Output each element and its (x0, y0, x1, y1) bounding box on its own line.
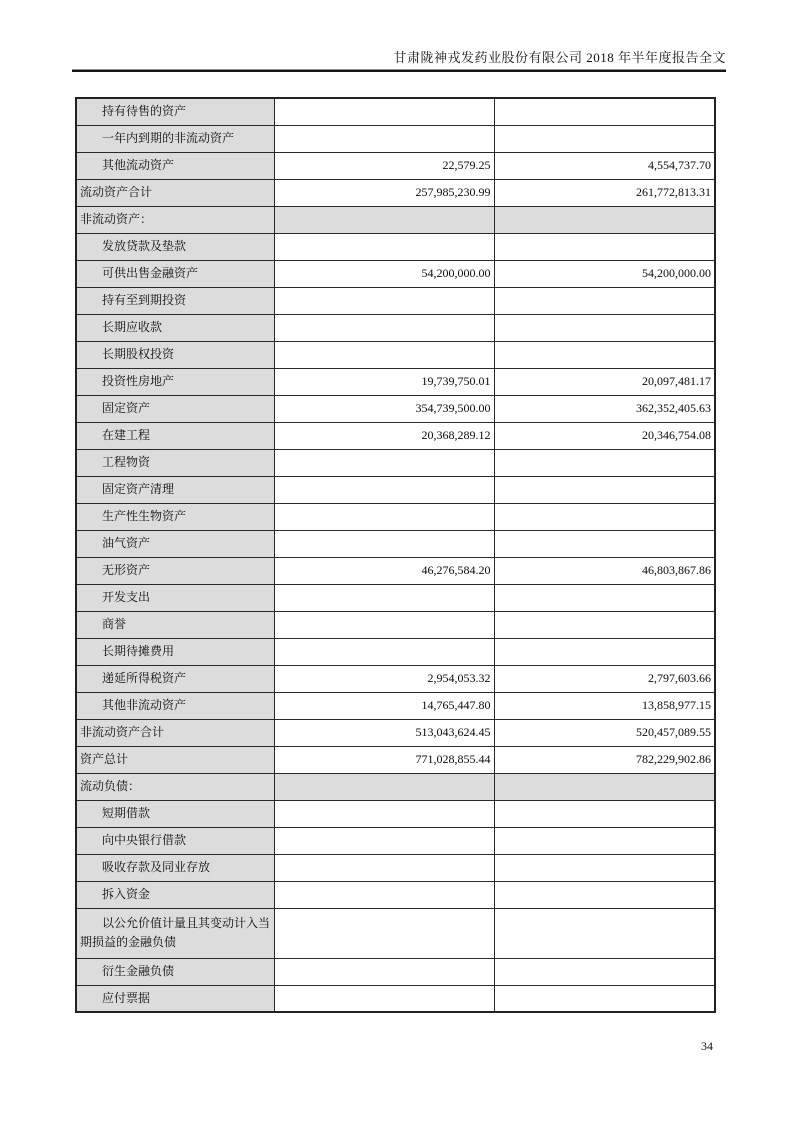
row-label-cell: 长期待摊费用 (76, 638, 274, 665)
header-divider-rule (72, 69, 726, 72)
report-header-title: 甘肃陇神戎发药业股份有限公司 2018 年半年度报告全文 (393, 50, 726, 65)
row-label-cell: 发放贷款及垫款 (76, 233, 274, 260)
row-value-prior-cell (494, 773, 715, 800)
row-value-prior-cell (494, 233, 715, 260)
row-value-current-cell (274, 958, 494, 985)
row-value-current-cell (274, 98, 494, 125)
table-row (76, 530, 715, 557)
row-value-current-cell (274, 908, 494, 958)
row-label-cell: 持有待售的资产 (76, 98, 274, 125)
row-value-current-cell (274, 503, 494, 530)
row-label-cell: 在建工程 (76, 422, 274, 449)
row-value-prior-cell (494, 206, 715, 233)
page-number: 34 (701, 1039, 713, 1053)
row-label-cell: 应付票据 (76, 985, 274, 1012)
table-row (76, 503, 715, 530)
row-value-current-cell (274, 985, 494, 1012)
table-row (76, 584, 715, 611)
row-value-prior-cell (494, 476, 715, 503)
table-row (76, 260, 715, 287)
table-row (76, 665, 715, 692)
row-value-prior-cell (494, 958, 715, 985)
row-label-cell: 固定资产 (76, 395, 274, 422)
row-value-prior-cell (494, 881, 715, 908)
table-row (76, 557, 715, 584)
row-value-prior-cell (494, 287, 715, 314)
row-label-cell: 一年内到期的非流动资产 (76, 125, 274, 152)
row-label-cell: 吸收存款及同业存放 (76, 854, 274, 881)
row-value-current-cell (274, 881, 494, 908)
row-value-current-cell (274, 476, 494, 503)
row-value-current-cell (274, 206, 494, 233)
row-value-current-cell: 54,200,000.00 (274, 260, 494, 287)
row-value-prior-cell: 46,803,867.86 (494, 557, 715, 584)
row-value-current-cell: 22,579.25 (274, 152, 494, 179)
row-label-cell: 向中央银行借款 (76, 827, 274, 854)
row-label-cell: 递延所得税资产 (76, 665, 274, 692)
row-value-prior-cell: 20,346,754.08 (494, 422, 715, 449)
balance-sheet-table (75, 97, 716, 1013)
table-row (76, 854, 715, 881)
row-label-cell: 无形资产 (76, 557, 274, 584)
row-value-current-cell (274, 800, 494, 827)
table-row (76, 206, 715, 233)
table-row (76, 98, 715, 125)
row-value-current-cell: 257,985,230.99 (274, 179, 494, 206)
row-label-cell: 短期借款 (76, 800, 274, 827)
table-row (76, 287, 715, 314)
row-label-cell: 流动负债： (76, 773, 274, 800)
table-row (76, 800, 715, 827)
row-label-cell: 非流动资产合计 (76, 719, 274, 746)
row-value-prior-cell: 520,457,089.55 (494, 719, 715, 746)
row-label-cell: 长期股权投资 (76, 341, 274, 368)
row-value-prior-cell (494, 503, 715, 530)
row-value-prior-cell (494, 314, 715, 341)
table-row (76, 719, 715, 746)
table-row (76, 152, 715, 179)
row-label-cell: 可供出售金融资产 (76, 260, 274, 287)
row-value-current-cell: 2,954,053.32 (274, 665, 494, 692)
table-row (76, 985, 715, 1012)
table-row (76, 341, 715, 368)
row-value-current-cell (274, 341, 494, 368)
row-label-cell: 投资性房地产 (76, 368, 274, 395)
table-row (76, 476, 715, 503)
table-row (76, 314, 715, 341)
table-row (76, 746, 715, 773)
table-row (76, 611, 715, 638)
row-value-current-cell (274, 314, 494, 341)
table-row (76, 368, 715, 395)
row-label-cell: 其他流动资产 (76, 152, 274, 179)
table-row (76, 638, 715, 665)
row-value-prior-cell (494, 638, 715, 665)
table-row (76, 395, 715, 422)
table-row (76, 233, 715, 260)
row-value-current-cell: 20,368,289.12 (274, 422, 494, 449)
row-label-cell: 流动资产合计 (76, 179, 274, 206)
row-value-prior-cell: 4,554,737.70 (494, 152, 715, 179)
row-value-prior-cell: 13,858,977.15 (494, 692, 715, 719)
table-row (76, 125, 715, 152)
row-value-prior-cell (494, 449, 715, 476)
table-row (76, 881, 715, 908)
row-value-current-cell (274, 611, 494, 638)
row-value-prior-cell (494, 827, 715, 854)
row-value-current-cell (274, 773, 494, 800)
row-label-cell: 长期应收款 (76, 314, 274, 341)
row-value-current-cell (274, 233, 494, 260)
table-row (76, 692, 715, 719)
row-value-prior-cell (494, 611, 715, 638)
row-value-current-cell (274, 584, 494, 611)
row-value-prior-cell (494, 98, 715, 125)
row-label-cell: 固定资产清理 (76, 476, 274, 503)
row-label-cell: 商誉 (76, 611, 274, 638)
table-row (76, 958, 715, 985)
row-value-prior-cell (494, 908, 715, 958)
row-value-current-cell: 46,276,584.20 (274, 557, 494, 584)
row-value-current-cell (274, 530, 494, 557)
row-value-current-cell (274, 827, 494, 854)
table-row (76, 827, 715, 854)
row-value-prior-cell: 362,352,405.63 (494, 395, 715, 422)
row-value-current-cell (274, 854, 494, 881)
row-label-cell: 以公允价值计量且其变动计入当期损益的金融负债 (76, 908, 274, 958)
row-value-current-cell (274, 287, 494, 314)
row-value-current-cell: 513,043,624.45 (274, 719, 494, 746)
table-row (76, 422, 715, 449)
row-value-current-cell (274, 449, 494, 476)
row-label-cell: 工程物资 (76, 449, 274, 476)
row-value-prior-cell (494, 854, 715, 881)
row-value-current-cell: 771,028,855.44 (274, 746, 494, 773)
row-label-cell: 其他非流动资产 (76, 692, 274, 719)
row-value-current-cell: 14,765,447.80 (274, 692, 494, 719)
row-value-prior-cell: 2,797,603.66 (494, 665, 715, 692)
row-value-prior-cell (494, 985, 715, 1012)
row-value-prior-cell: 782,229,902.86 (494, 746, 715, 773)
balance-sheet-body (76, 98, 715, 1012)
row-value-prior-cell (494, 530, 715, 557)
row-label-cell: 开发支出 (76, 584, 274, 611)
row-value-prior-cell (494, 800, 715, 827)
row-label-cell: 持有至到期投资 (76, 287, 274, 314)
row-value-prior-cell (494, 584, 715, 611)
row-value-prior-cell: 20,097,481.17 (494, 368, 715, 395)
row-label-cell: 衍生金融负债 (76, 958, 274, 985)
table-row (76, 773, 715, 800)
row-value-prior-cell (494, 125, 715, 152)
table-row (76, 908, 715, 958)
row-label-cell: 油气资产 (76, 530, 274, 557)
row-label-cell: 资产总计 (76, 746, 274, 773)
row-label-cell: 生产性生物资产 (76, 503, 274, 530)
table-row (76, 179, 715, 206)
row-label-cell: 拆入资金 (76, 881, 274, 908)
row-value-prior-cell: 54,200,000.00 (494, 260, 715, 287)
row-value-current-cell (274, 638, 494, 665)
row-value-prior-cell (494, 341, 715, 368)
row-value-current-cell: 19,739,750.01 (274, 368, 494, 395)
row-label-cell: 非流动资产： (76, 206, 274, 233)
row-value-prior-cell: 261,772,813.31 (494, 179, 715, 206)
row-value-current-cell (274, 125, 494, 152)
row-value-current-cell: 354,739,500.00 (274, 395, 494, 422)
table-row (76, 449, 715, 476)
